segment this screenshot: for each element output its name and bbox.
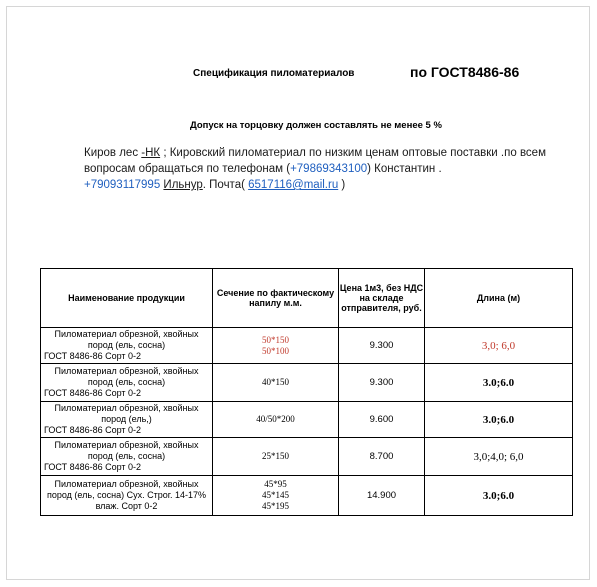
product-gost: ГОСТ 8486-86 Сорт 0-2 xyxy=(44,425,142,435)
row-product xyxy=(41,402,213,438)
row-product xyxy=(41,476,213,516)
company-suffix: -НК xyxy=(141,147,161,159)
row-price: 14.900 xyxy=(339,476,425,516)
product-desc: Пиломатериал обрезной, хвойных пород (ель,) xyxy=(54,403,199,424)
section-value: 45*145 xyxy=(262,490,289,500)
table-row xyxy=(41,438,573,476)
email-link[interactable]: 6517116@mail.ru xyxy=(248,179,339,191)
row-section xyxy=(213,438,339,476)
product-desc: Пиломатериал обрезной, хвойных пород (ель, сосна) xyxy=(54,329,199,350)
table-header-row xyxy=(41,269,573,328)
phone-1[interactable]: +79869343100 xyxy=(290,163,368,175)
info-text-2: ) Константин . xyxy=(367,163,442,175)
info-text-4: . Почта( xyxy=(202,179,249,191)
row-length: 3,0; 6,0 xyxy=(425,328,573,364)
info-text-5: ) xyxy=(338,179,346,191)
row-section xyxy=(213,476,339,516)
row-price: 9.600 xyxy=(339,402,425,438)
gost-title: по ГОСТ8486-86 xyxy=(410,64,520,80)
product-gost: ГОСТ 8486-86 Сорт 0-2 xyxy=(44,462,142,472)
spec-title: Спецификация пиломатериалов xyxy=(193,68,355,79)
header-price: Цена 1м3, без НДС на складе отправителя, руб. xyxy=(339,269,425,328)
section-value: 25*150 xyxy=(262,451,289,461)
tolerance-note: Допуск на торцовку должен составлять не менее 5 % xyxy=(190,120,442,131)
product-desc: Пиломатериал обрезной, хвойных пород (ель, сосна) xyxy=(54,440,199,461)
header-length: Длина (м) xyxy=(425,269,573,328)
row-section xyxy=(213,364,339,402)
section-value: 45*195 xyxy=(262,501,289,511)
row-length: 3.0;6.0 xyxy=(425,364,573,402)
title-row xyxy=(0,64,597,84)
section-value: 50*150 xyxy=(262,334,289,345)
row-price: 9.300 xyxy=(339,328,425,364)
contact-name-2: Ильнур xyxy=(163,179,203,191)
row-section xyxy=(213,328,339,364)
row-price: 8.700 xyxy=(339,438,425,476)
phone-2[interactable]: +79093117995 xyxy=(84,179,161,191)
row-product xyxy=(41,364,213,402)
section-value: 40*150 xyxy=(262,377,289,387)
row-product xyxy=(41,438,213,476)
row-price: 9.300 xyxy=(339,364,425,402)
table-row xyxy=(41,476,573,516)
section-value: 45*95 xyxy=(264,479,287,489)
row-length: 3.0;6.0 xyxy=(425,476,573,516)
table-row xyxy=(41,364,573,402)
row-section xyxy=(213,402,339,438)
product-desc: Пиломатериал обрезной, хвойных пород (ель, сосна) xyxy=(54,366,199,387)
header-name: Наименование продукции xyxy=(41,269,213,328)
contact-info xyxy=(84,145,554,193)
company-prefix: Киров лес xyxy=(84,147,142,159)
info-text-1: ; Кировский пиломатериал по низким ценам оптовые поставки .по всем вопросам обращаться по телефонам ( xyxy=(84,147,546,175)
section-value: 50*100 xyxy=(262,345,289,356)
product-gost: ГОСТ 8486-86 Сорт 0-2 xyxy=(44,351,142,361)
row-length: 3,0;4,0; 6,0 xyxy=(425,438,573,476)
table-row xyxy=(41,328,573,364)
table-row xyxy=(41,402,573,438)
spec-table xyxy=(40,268,573,516)
row-length: 3.0;6.0 xyxy=(425,402,573,438)
product-desc: Пиломатериал обрезной, хвойных пород (ель, сосна) Сух. Строг. 14-17% влаж. Сорт 0-2 xyxy=(46,479,206,511)
product-gost: ГОСТ 8486-86 Сорт 0-2 xyxy=(44,388,142,398)
header-section: Сечение по фактическому напилу м.м. xyxy=(213,269,339,328)
row-product xyxy=(41,328,213,364)
section-value: 40/50*200 xyxy=(256,414,295,424)
